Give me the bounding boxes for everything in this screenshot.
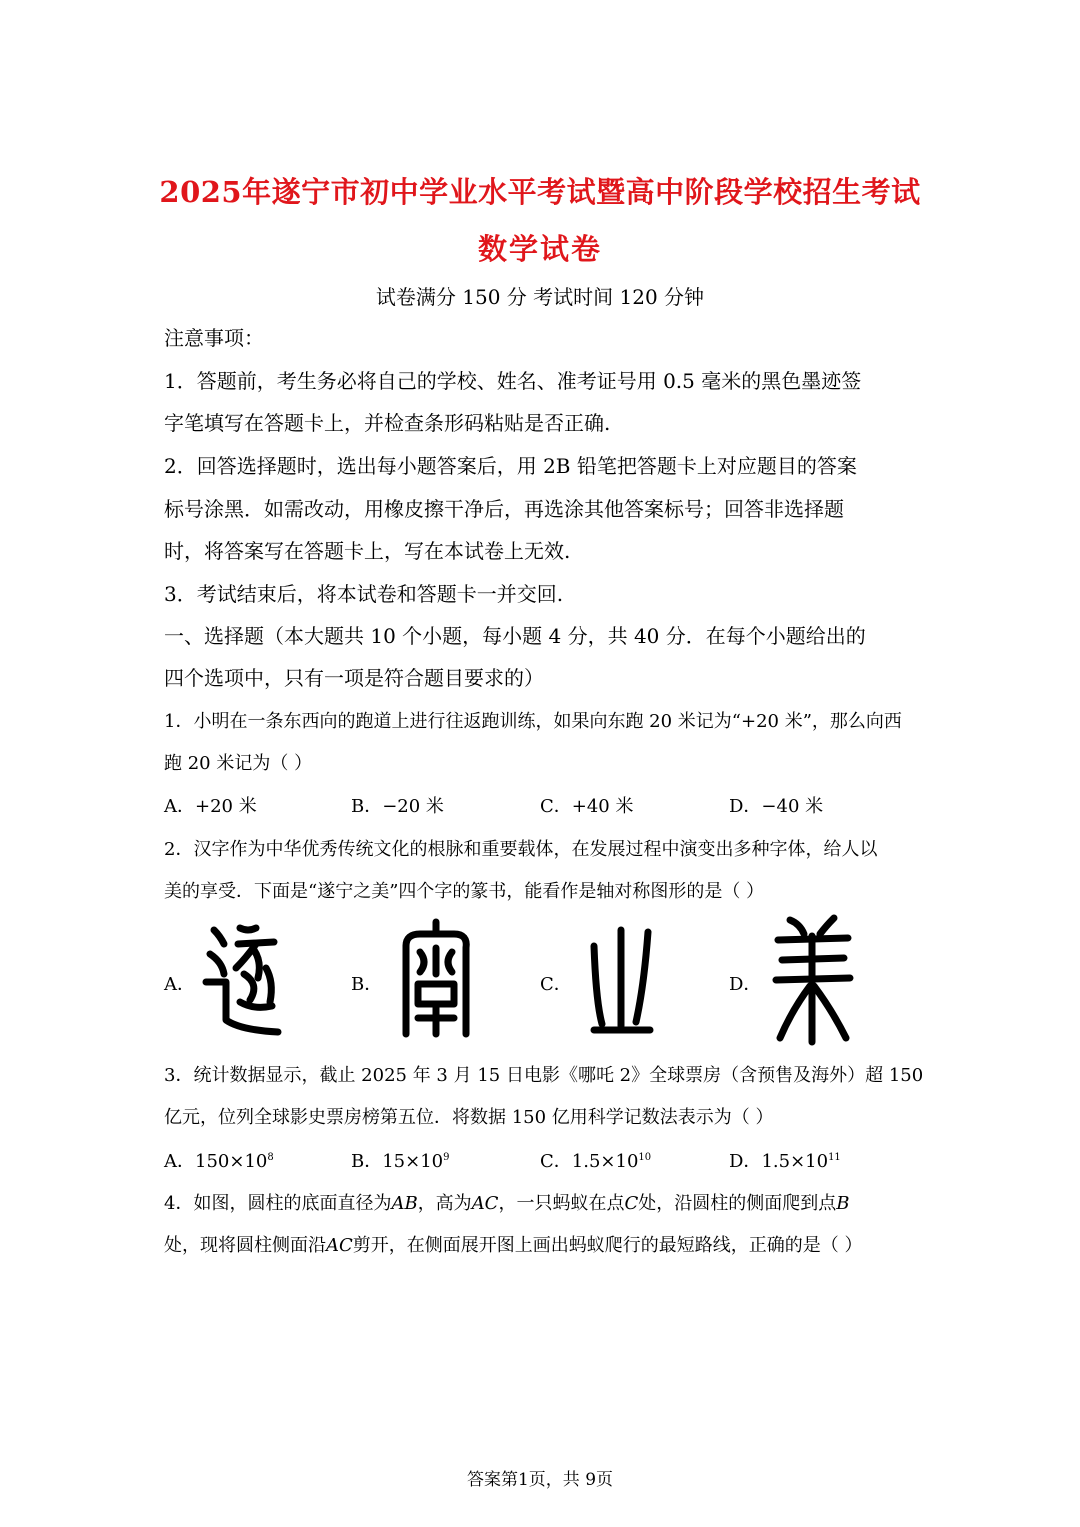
notes-heading: 注意事项：: [164, 326, 264, 350]
note-line: 1．答题前，考生务必将自己的学校、姓名、准考证号用 0.5 毫米的黑色墨迹签: [164, 369, 862, 393]
note-line: 标号涂黑．如需改动，用橡皮擦干净后，再选涂其他答案标号；回答非选择题: [164, 497, 844, 521]
exam-subtitle: 数学试卷: [477, 232, 602, 266]
q1-option-a: A．+20 米: [164, 796, 257, 817]
seal-ning-icon: [398, 918, 474, 1040]
q2-option-b-label: B．: [351, 974, 383, 995]
q1-option-b: B．−20 米: [351, 796, 444, 817]
question-4-text: 处，现将圆柱侧面沿AC剪开，在侧面展开图上画出蚂蚁爬行的最短路线，正确的是（ ）: [164, 1235, 863, 1256]
question-3-text: 亿元，位列全球影史票房榜第五位．将数据 150 亿用科学记数法表示为（ ）: [164, 1107, 774, 1128]
section-heading: 四个选项中，只有一项是符合题目要求的）: [164, 666, 544, 690]
note-line: 字笔填写在答题卡上，并检查条形码粘贴是否正确.: [164, 411, 611, 435]
q1-option-c: C．+40 米: [540, 796, 634, 817]
q2-option-d-label: D．: [729, 974, 762, 995]
question-2-text: 美的享受．下面是“遂宁之美”四个字的篆书，能看作是轴对称图形的是（ ）: [164, 881, 765, 902]
q3-option-b: B．$15\times 10^9$: [351, 1151, 450, 1172]
question-1-text: 跑 20 米记为（ ）: [164, 753, 313, 774]
page-footer: 答案第1页，共 9页: [466, 1470, 614, 1490]
q3-option-d: D．$1.5\times 10^{11}$: [729, 1151, 841, 1172]
q3-option-a: A．$150\times 10^8$: [164, 1151, 274, 1172]
note-line: 时，将答案写在答题卡上，写在本试卷上无效.: [164, 539, 571, 563]
q2-option-c-label: C．: [540, 974, 572, 995]
note-line: 2．回答选择题时，选出每小题答案后，用 2B 铅笔把答题卡上对应题目的答案: [164, 454, 857, 478]
exam-meta: 试卷满分 150 分 考试时间 120 分钟: [375, 285, 705, 309]
question-3-text: 3．统计数据显示，截止 2025 年 3 月 15 日电影《哪吒 2》全球票房（含预售及海外）超 150: [164, 1065, 924, 1086]
question-4-text: 4．如图，圆柱的底面直径为AB，高为AC，一只蚂蚁在点C处，沿圆柱的侧面爬到点B: [164, 1193, 850, 1214]
exam-title: 2025年遂宁市初中学业水平考试暨高中阶段学校招生考试: [159, 175, 921, 209]
seal-zhi-icon: [588, 926, 654, 1036]
note-line: 3．考试结束后，将本试卷和答题卡一并交回.: [164, 582, 564, 606]
q2-option-a-label: A．: [164, 974, 195, 995]
seal-sui-icon: [200, 922, 282, 1038]
section-heading: 一、选择题（本大题共 10 个小题，每小题 4 分，共 40 分．在每个小题给出的: [164, 624, 866, 648]
question-2-text: 2．汉字作为中华优秀传统文化的根脉和重要载体，在发展过程中演变出多种字体，给人以: [164, 839, 878, 860]
q3-option-c: C．$1.5\times 10^{10}$: [540, 1151, 652, 1172]
seal-mei-icon: [770, 914, 854, 1046]
question-1-text: 1．小明在一条东西向的跑道上进行往返跑训练，如果向东跑 20 米记为“+20 米”，那么向西: [164, 711, 902, 732]
q1-option-d: D．−40 米: [729, 796, 824, 817]
